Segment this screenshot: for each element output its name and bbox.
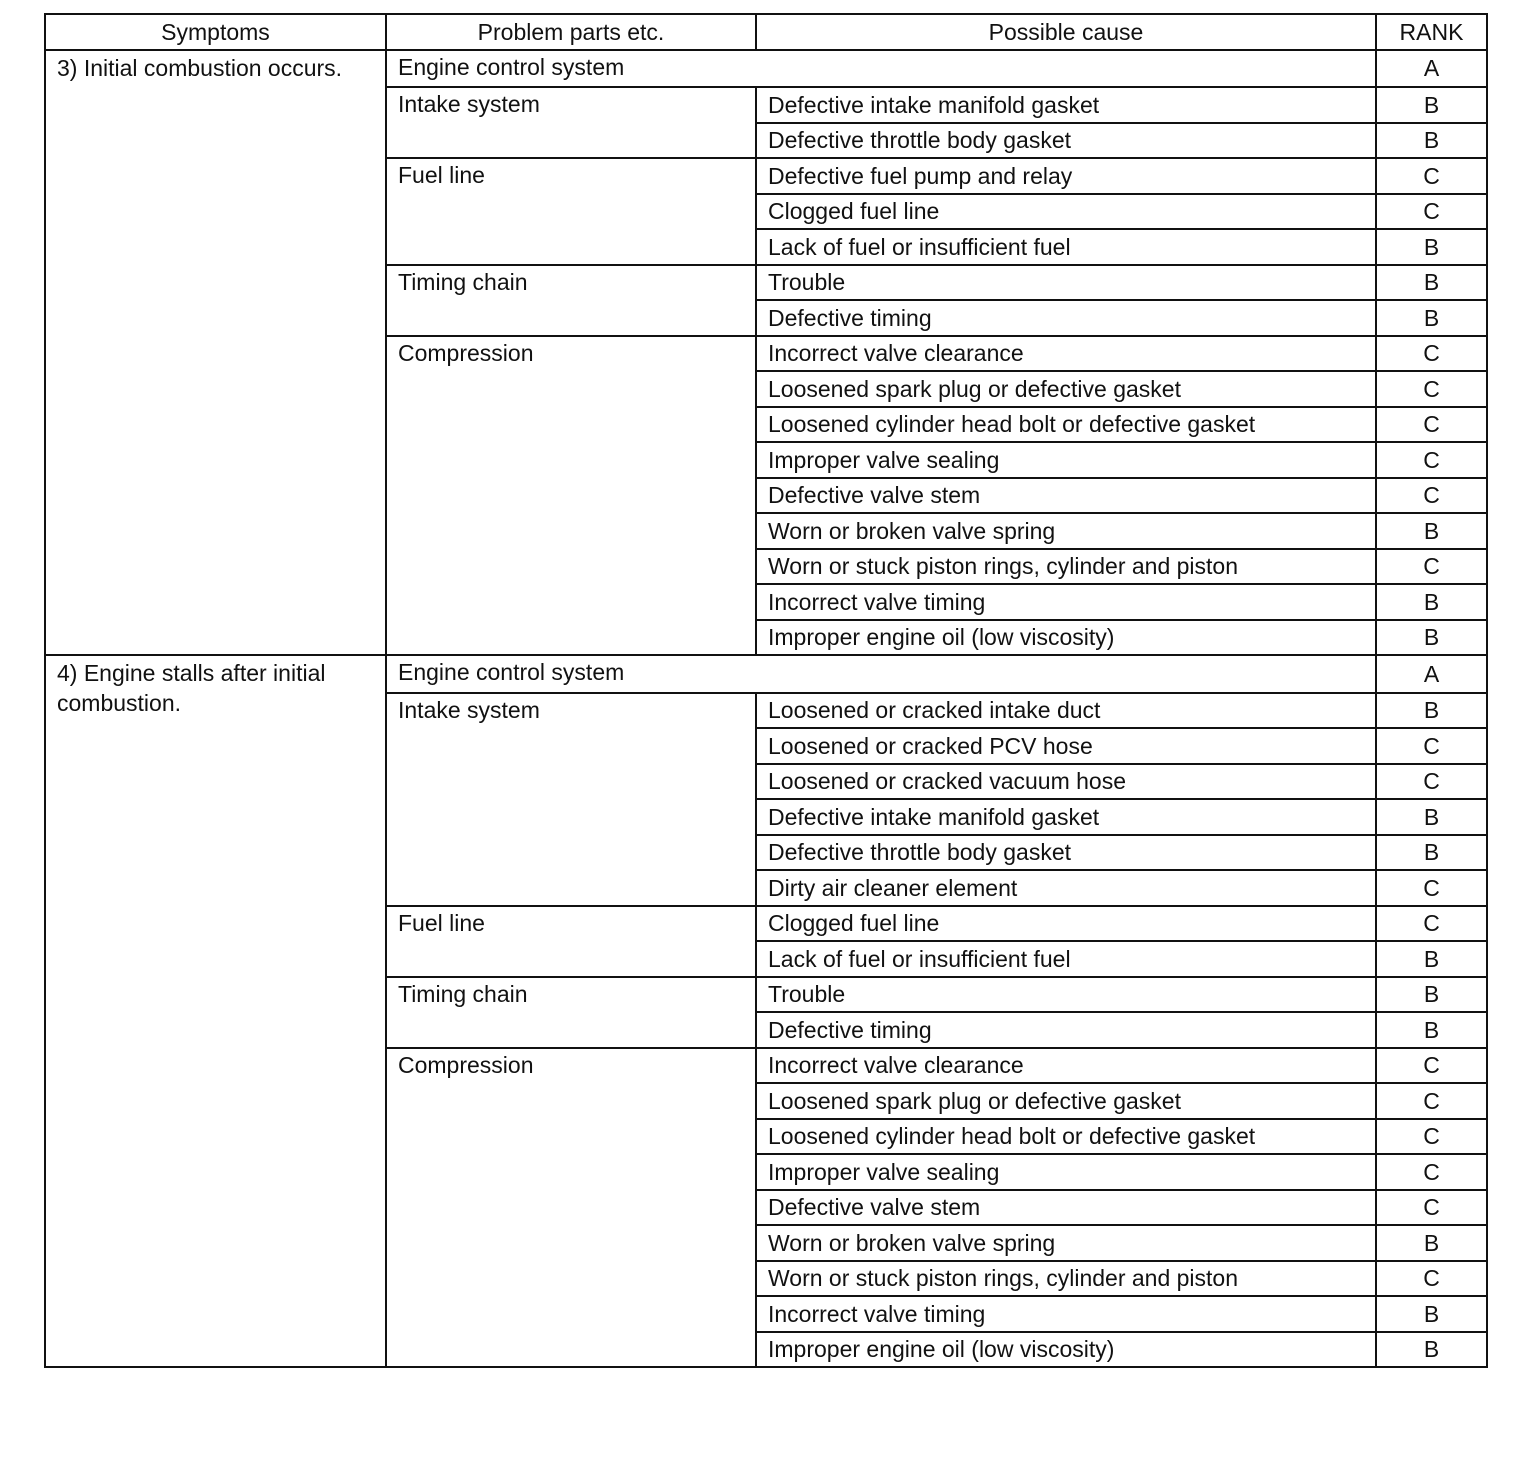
problem-part-cell: Intake system: [386, 87, 756, 158]
problem-part-cell: Engine control system: [386, 655, 1376, 693]
problem-part-cell: Compression: [386, 336, 756, 656]
rank-cell: C: [1376, 442, 1487, 478]
possible-cause-cell: Improper valve sealing: [756, 442, 1376, 478]
rank-cell: C: [1376, 478, 1487, 514]
possible-cause-cell: Defective throttle body gasket: [756, 835, 1376, 871]
rank-cell: C: [1376, 764, 1487, 800]
rank-cell: B: [1376, 693, 1487, 729]
header-row: [45, 14, 1487, 50]
problem-part-cell: Fuel line: [386, 158, 756, 265]
possible-cause-cell: Lack of fuel or insufficient fuel: [756, 941, 1376, 977]
table-row: [45, 655, 1487, 693]
possible-cause-cell: Incorrect valve timing: [756, 1296, 1376, 1332]
possible-cause-cell: Loosened or cracked PCV hose: [756, 728, 1376, 764]
rank-cell: B: [1376, 620, 1487, 656]
symptom-cell: 4) Engine stalls after initial combustion.: [45, 655, 386, 1367]
rank-cell: C: [1376, 728, 1487, 764]
possible-cause-cell: Improper engine oil (low viscosity): [756, 1332, 1376, 1368]
header-possible-cause: Possible cause: [756, 14, 1376, 50]
possible-cause-cell: Loosened cylinder head bolt or defective gasket: [756, 407, 1376, 443]
rank-cell: C: [1376, 1048, 1487, 1084]
rank-cell: C: [1376, 1083, 1487, 1119]
diagnosis-table: [44, 13, 1488, 1368]
possible-cause-cell: Improper valve sealing: [756, 1154, 1376, 1190]
rank-cell: A: [1376, 655, 1487, 693]
rank-cell: B: [1376, 1012, 1487, 1048]
rank-cell: B: [1376, 300, 1487, 336]
possible-cause-cell: Loosened or cracked vacuum hose: [756, 764, 1376, 800]
rank-cell: C: [1376, 158, 1487, 194]
possible-cause-cell: Loosened or cracked intake duct: [756, 693, 1376, 729]
problem-part-cell: Timing chain: [386, 265, 756, 336]
possible-cause-cell: Lack of fuel or insufficient fuel: [756, 229, 1376, 265]
symptom-cell: 3) Initial combustion occurs.: [45, 50, 386, 656]
possible-cause-cell: Defective fuel pump and relay: [756, 158, 1376, 194]
rank-cell: C: [1376, 549, 1487, 585]
possible-cause-cell: Dirty air cleaner element: [756, 870, 1376, 906]
rank-cell: B: [1376, 123, 1487, 159]
table-row: [45, 50, 1487, 88]
header-rank: RANK: [1376, 14, 1487, 50]
possible-cause-cell: Incorrect valve clearance: [756, 336, 1376, 372]
possible-cause-cell: Trouble: [756, 265, 1376, 301]
possible-cause-cell: Clogged fuel line: [756, 906, 1376, 942]
problem-part-cell: Fuel line: [386, 906, 756, 977]
header-problem-parts: Problem parts etc.: [386, 14, 756, 50]
rank-cell: B: [1376, 835, 1487, 871]
rank-cell: B: [1376, 799, 1487, 835]
possible-cause-cell: Incorrect valve timing: [756, 584, 1376, 620]
rank-cell: C: [1376, 371, 1487, 407]
rank-cell: A: [1376, 50, 1487, 88]
possible-cause-cell: Trouble: [756, 977, 1376, 1013]
rank-cell: B: [1376, 941, 1487, 977]
rank-cell: C: [1376, 906, 1487, 942]
problem-part-cell: Compression: [386, 1048, 756, 1368]
possible-cause-cell: Defective timing: [756, 1012, 1376, 1048]
possible-cause-cell: Worn or stuck piston rings, cylinder and piston: [756, 1261, 1376, 1297]
possible-cause-cell: Loosened cylinder head bolt or defective gasket: [756, 1119, 1376, 1155]
rank-cell: C: [1376, 1154, 1487, 1190]
rank-cell: B: [1376, 977, 1487, 1013]
possible-cause-cell: Defective valve stem: [756, 478, 1376, 514]
possible-cause-cell: Improper engine oil (low viscosity): [756, 620, 1376, 656]
rank-cell: C: [1376, 194, 1487, 230]
problem-part-cell: Engine control system: [386, 50, 1376, 88]
problem-part-cell: Timing chain: [386, 977, 756, 1048]
possible-cause-cell: Loosened spark plug or defective gasket: [756, 371, 1376, 407]
rank-cell: B: [1376, 87, 1487, 123]
header-symptoms: Symptoms: [45, 14, 386, 50]
rank-cell: C: [1376, 1190, 1487, 1226]
rank-cell: C: [1376, 336, 1487, 372]
rank-cell: B: [1376, 229, 1487, 265]
rank-cell: C: [1376, 870, 1487, 906]
rank-cell: B: [1376, 265, 1487, 301]
possible-cause-cell: Worn or broken valve spring: [756, 513, 1376, 549]
rank-cell: B: [1376, 1296, 1487, 1332]
rank-cell: B: [1376, 1225, 1487, 1261]
possible-cause-cell: Loosened spark plug or defective gasket: [756, 1083, 1376, 1119]
rank-cell: B: [1376, 1332, 1487, 1368]
possible-cause-cell: Worn or broken valve spring: [756, 1225, 1376, 1261]
possible-cause-cell: Defective intake manifold gasket: [756, 87, 1376, 123]
possible-cause-cell: Incorrect valve clearance: [756, 1048, 1376, 1084]
possible-cause-cell: Defective timing: [756, 300, 1376, 336]
possible-cause-cell: Defective throttle body gasket: [756, 123, 1376, 159]
problem-part-cell: Intake system: [386, 693, 756, 906]
rank-cell: C: [1376, 407, 1487, 443]
rank-cell: C: [1376, 1119, 1487, 1155]
possible-cause-cell: Defective intake manifold gasket: [756, 799, 1376, 835]
rank-cell: B: [1376, 584, 1487, 620]
possible-cause-cell: Clogged fuel line: [756, 194, 1376, 230]
possible-cause-cell: Defective valve stem: [756, 1190, 1376, 1226]
table-body: [45, 50, 1487, 1368]
rank-cell: C: [1376, 1261, 1487, 1297]
possible-cause-cell: Worn or stuck piston rings, cylinder and piston: [756, 549, 1376, 585]
rank-cell: B: [1376, 513, 1487, 549]
